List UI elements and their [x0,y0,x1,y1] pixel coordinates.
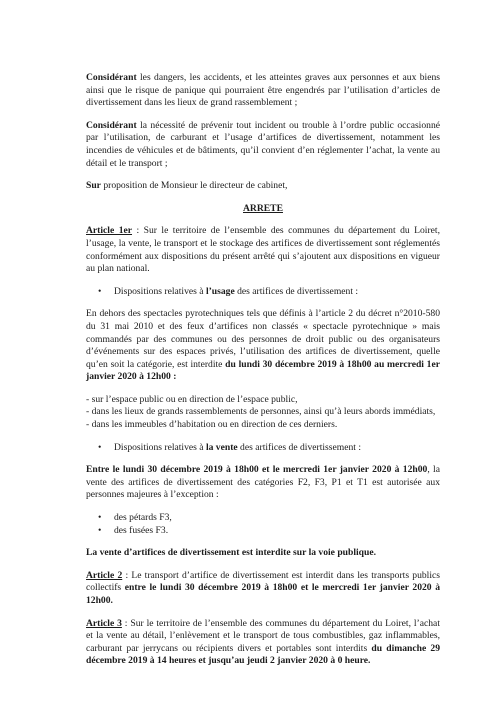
list-item: - dans les immeubles d’habitation ou en direction de ces derniers. [86,419,338,431]
bullet-icon: • [98,285,102,297]
vente-interdite: La vente d’artifices de divertissement est interdite sur la voie publique. [86,547,377,559]
vente-text: Entre le lundi 30 décembre 2019 à 18h00 et le mercredi 1er janvier 2020 à 12h00, la vente des artifices de divertissement des catégories F2, F3, P1 et T1 est autorisée aux personnes majeures à l’exception : [86,464,440,501]
sur-proposition: Sur proposition de Monsieur le directeur de cabinet, [86,180,288,192]
list-item: • des fusées F3. [98,524,169,536]
considerant-1: Considérant les dangers, les accidents, et les atteintes graves aux personnes et aux biens ainsi que le risque de panique qui pourraient être engendrés par l’utilisation d’articles de divertissement dans les lieux de grand rassemblement ; [86,72,440,109]
usage-text: En dehors des spectacles pyrotechniques tels que définis à l’article 2 du décret n°2010-580 du 31 mai 2010 et des feux d’artifices non classés « spectacle pyrotechnique » mais commandés par des communes ou des personnes de droit public ou des organisateurs d’événements sur des espaces privés, l’utilisation des artifices de divertissement, quelle qu’en soit la catégorie, est interdite du lundi 30 décembre 2019 à 18h00 au mercredi 1er janvier 2020 à 12h00 : [86,308,440,383]
list-item: - sur l’espace public ou en direction de l’espace public, [86,393,298,405]
article-1: Article 1er : Sur le territoire de l’ensemble des communes du département du Loiret, l’usage, la vente, le transport et le stockage des artifices de divertissement sont réglementés conformément aux dispositions du présent arrêté qui s’ajoutent aux dispositions en vigueur au plan national. [86,225,440,275]
considerant-2: Considérant la nécessité de prévenir tout incident ou trouble à l’ordre public occasionné par l’utilisation, de carburant et l’usage d’artifices de divertissement, notamment les incendies de véhicules et de bâtiments, qu’il convient d’en réglementer l’achat, la vente au détail et le transport ; [86,119,440,169]
bullet-icon: • [98,441,102,453]
article-3: Article 3 : Sur le territoire de l’ensemble des communes du département du Loiret, l’achat et la vente au détail, l’enlèvement et le transport de tous combustibles, gaz inflammables, carburant par jerrycans ou récipients divers et portables sont interdits du dimanche 29 décembre 2019 à 14 heures et jusqu’au jeudi 2 janvier 2020 à 0 heure. [86,617,440,667]
vente-list [98,512,440,537]
list-item: • des pétards F3, [98,512,172,524]
article-2: Article 2 : Le transport d’artifice de divertissement est interdit dans les transports publics collectifs entre le lundi 30 décembre 2019 à 18h00 et le mercredi 1er janvier 2020 à 12h00. [86,569,440,606]
arrete-heading: ARRETE [243,202,283,214]
list-item: - dans les lieux de grands rassemblements de personnes, ainsi qu’à leurs abords immédiats, [86,406,436,418]
bullet-icon: • [98,512,102,524]
bullet-usage: • Dispositions relatives à l’usage des artifices de divertissement : [98,285,359,297]
usage-list [86,394,440,432]
bullet-vente: • Dispositions relatives à la vente des artifices de divertissement : [98,441,362,453]
bullet-icon: • [98,524,102,536]
